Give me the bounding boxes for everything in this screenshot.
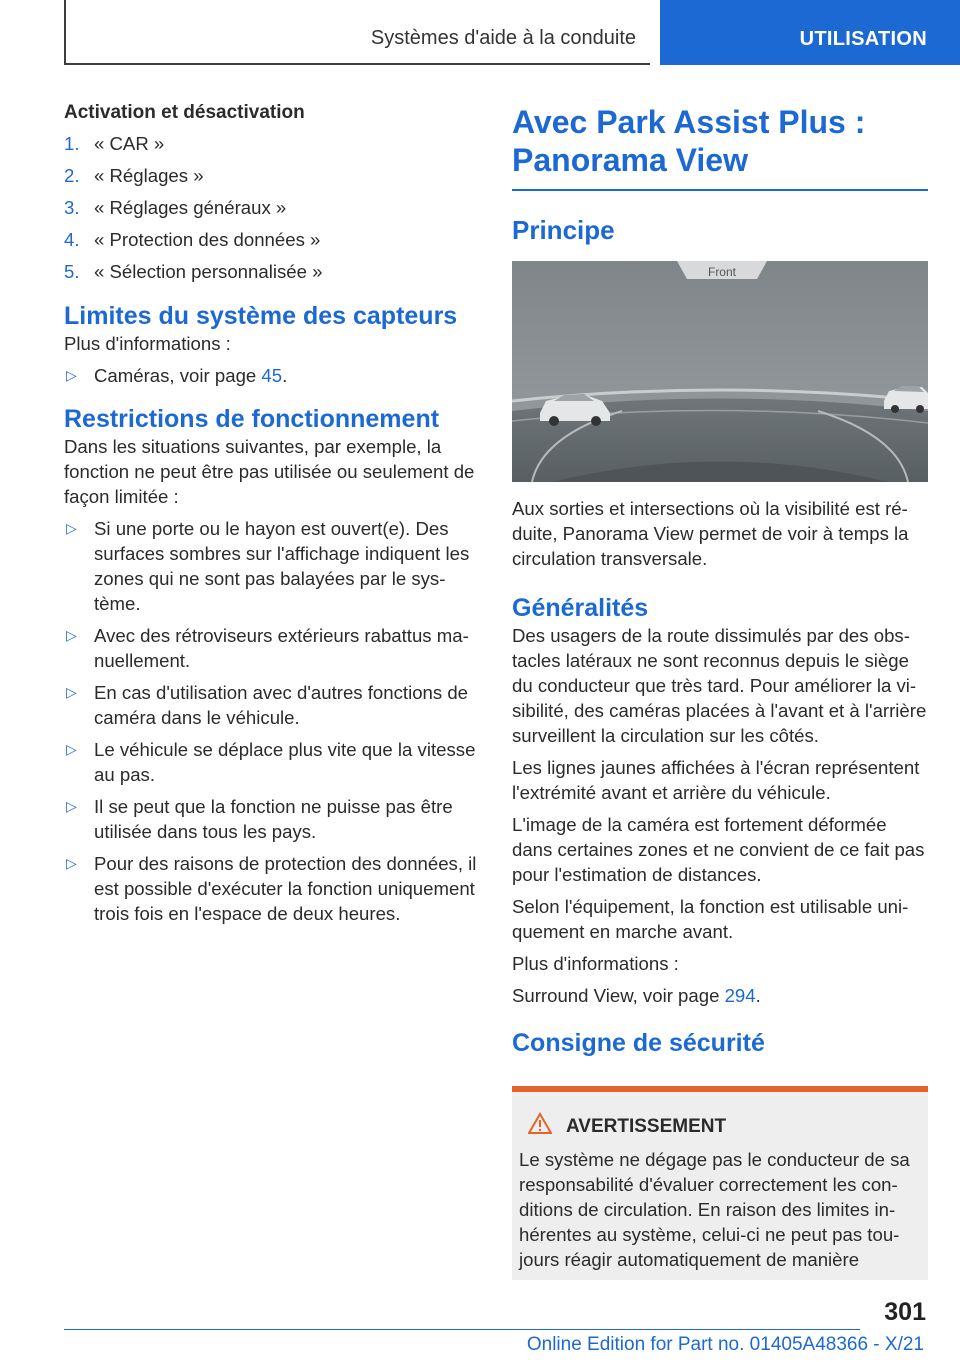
step-item xyxy=(64,259,482,291)
list-item xyxy=(64,737,482,787)
safety-heading: Consigne de sécurité xyxy=(512,1029,765,1057)
step-item xyxy=(64,163,482,195)
restriction-text: Pour des raisons de protection des données, il est possible d'exécuter la fonction uniquement trois fois en l'espace de deux heures. xyxy=(94,853,477,924)
general-ref-text: Surround View, voir page xyxy=(512,985,725,1006)
activation-steps xyxy=(64,131,482,291)
restriction-text: Le véhicule se déplace plus vite que la vitesse au pas. xyxy=(94,739,476,785)
edition-note: Online Edition for Part no. 01405A48366 - X/21 xyxy=(526,1334,924,1355)
step-text: « Réglages généraux » xyxy=(94,197,287,218)
limits-heading: Limites du système des capteurs xyxy=(64,302,458,330)
restrictions-heading: Restrictions de fonctionnement xyxy=(64,405,440,433)
list-item xyxy=(64,623,482,673)
general-paragraph: Des usagers de la route dissimulés par des obstacles latéraux ne sont reconnus depuis le siège du conducteur que très tard. Pour améliorer la visibilité, des caméras placées à l'avant et à l'arrière surveillent la circulation sur les côtés. xyxy=(512,625,927,746)
restriction-text: Il se peut que la fonction ne puisse pas être utilisée dans tous les pays. xyxy=(94,796,453,842)
general-heading: Généralités xyxy=(512,594,649,622)
triangle-bullet-icon: ▷ xyxy=(66,798,77,814)
page-number: 301 xyxy=(884,1298,926,1326)
header-tab-label: UTILISATION xyxy=(799,28,927,50)
step-item xyxy=(64,227,482,259)
list-item xyxy=(64,680,482,730)
step-text: « Protection des données » xyxy=(94,229,321,250)
restrictions-list xyxy=(64,516,482,926)
header-rule-bottom xyxy=(64,63,650,65)
list-item xyxy=(64,363,482,388)
step-number: 5. xyxy=(64,261,80,282)
triangle-bullet-icon: ▷ xyxy=(66,520,77,536)
restrictions-intro: Dans les situations suivantes, par exemple, la fonction ne peut être pas utilisée ou seulement de façon limitée : xyxy=(64,436,475,507)
warning-title xyxy=(519,1112,921,1141)
footer-rule xyxy=(64,1329,860,1330)
triangle-bullet-icon: ▷ xyxy=(66,741,77,757)
header-section-title: Systèmes d'aide à la conduite xyxy=(370,27,636,49)
step-number: 3. xyxy=(64,197,80,218)
title-rule xyxy=(512,189,928,191)
limits-intro: Plus d'informations : xyxy=(64,333,231,354)
triangle-bullet-icon: ▷ xyxy=(66,367,77,383)
step-text: « Réglages » xyxy=(94,165,204,186)
restriction-text: Si une porte ou le hayon est ouvert(e). Des surfaces sombres sur l'affichage indiquent les zones qui ne sont pas balayées par le système. xyxy=(94,518,470,614)
limits-item-end: . xyxy=(282,365,288,386)
activation-title: Activation et désactivation xyxy=(64,102,305,123)
step-number: 4. xyxy=(64,229,80,250)
restriction-text: Avec des rétroviseurs extérieurs rabattus manuellement. xyxy=(94,625,469,671)
warning-box xyxy=(512,1086,928,1280)
general-ref xyxy=(512,983,928,1008)
step-number: 1. xyxy=(64,133,80,154)
panorama-view-image xyxy=(512,261,928,482)
front-label: Front xyxy=(707,265,737,279)
step-text: « CAR » xyxy=(94,133,165,154)
general-ref-end: . xyxy=(755,985,761,1006)
limits-list xyxy=(64,363,482,388)
step-item xyxy=(64,195,482,227)
triangle-bullet-icon: ▷ xyxy=(66,855,77,871)
header-tab[interactable] xyxy=(660,0,960,65)
principle-text: Aux sorties et intersections où la visibilité est réduite, Panorama View permet de voir à temps la circulation transversale. xyxy=(512,498,909,569)
step-item xyxy=(64,131,482,163)
triangle-bullet-icon: ▷ xyxy=(66,627,77,643)
list-item xyxy=(64,516,482,616)
left-column xyxy=(64,100,482,933)
page-link-45[interactable]: 45 xyxy=(261,365,283,386)
warning-title-text: AVERTISSEMENT xyxy=(566,1116,727,1137)
warning-text: Le système ne dégage pas le conducteur de sa responsabilité d'évaluer correctement les conditions de circulation. En raison des limites inhérentes au système, celui-ci ne peut pas toujours réagir automatiquement de manière xyxy=(519,1149,910,1270)
page-link-294[interactable]: 294 xyxy=(724,985,756,1006)
step-number: 2. xyxy=(64,165,80,186)
right-column xyxy=(512,103,928,1280)
general-paragraph: Plus d'informations : xyxy=(512,953,679,974)
limits-item-text: Caméras, voir page xyxy=(94,365,262,386)
step-text: « Sélection personnalisée » xyxy=(94,261,323,282)
warning-triangle-icon xyxy=(528,1112,552,1141)
camera-view-illustration xyxy=(512,261,928,482)
general-paragraph: Les lignes jaunes affichées à l'écran représentent l'extrémité avant et arrière du véhicule. xyxy=(512,757,920,803)
principle-heading: Principe xyxy=(512,215,615,245)
list-item xyxy=(64,794,482,844)
general-paragraph: Selon l'équipement, la fonction est utilisable uniquement en marche avant. xyxy=(512,896,909,942)
general-paragraph: L'image de la caméra est fortement déformée dans certaines zones et ne convient de ce fait pas pour l'estimation de distances. xyxy=(512,814,925,885)
list-item xyxy=(64,851,482,926)
triangle-bullet-icon: ▷ xyxy=(66,684,77,700)
main-title: Avec Park Assist Plus : Panorama View xyxy=(512,104,866,178)
restriction-text: En cas d'utilisation avec d'autres fonctions de caméra dans le véhicule. xyxy=(94,682,469,728)
